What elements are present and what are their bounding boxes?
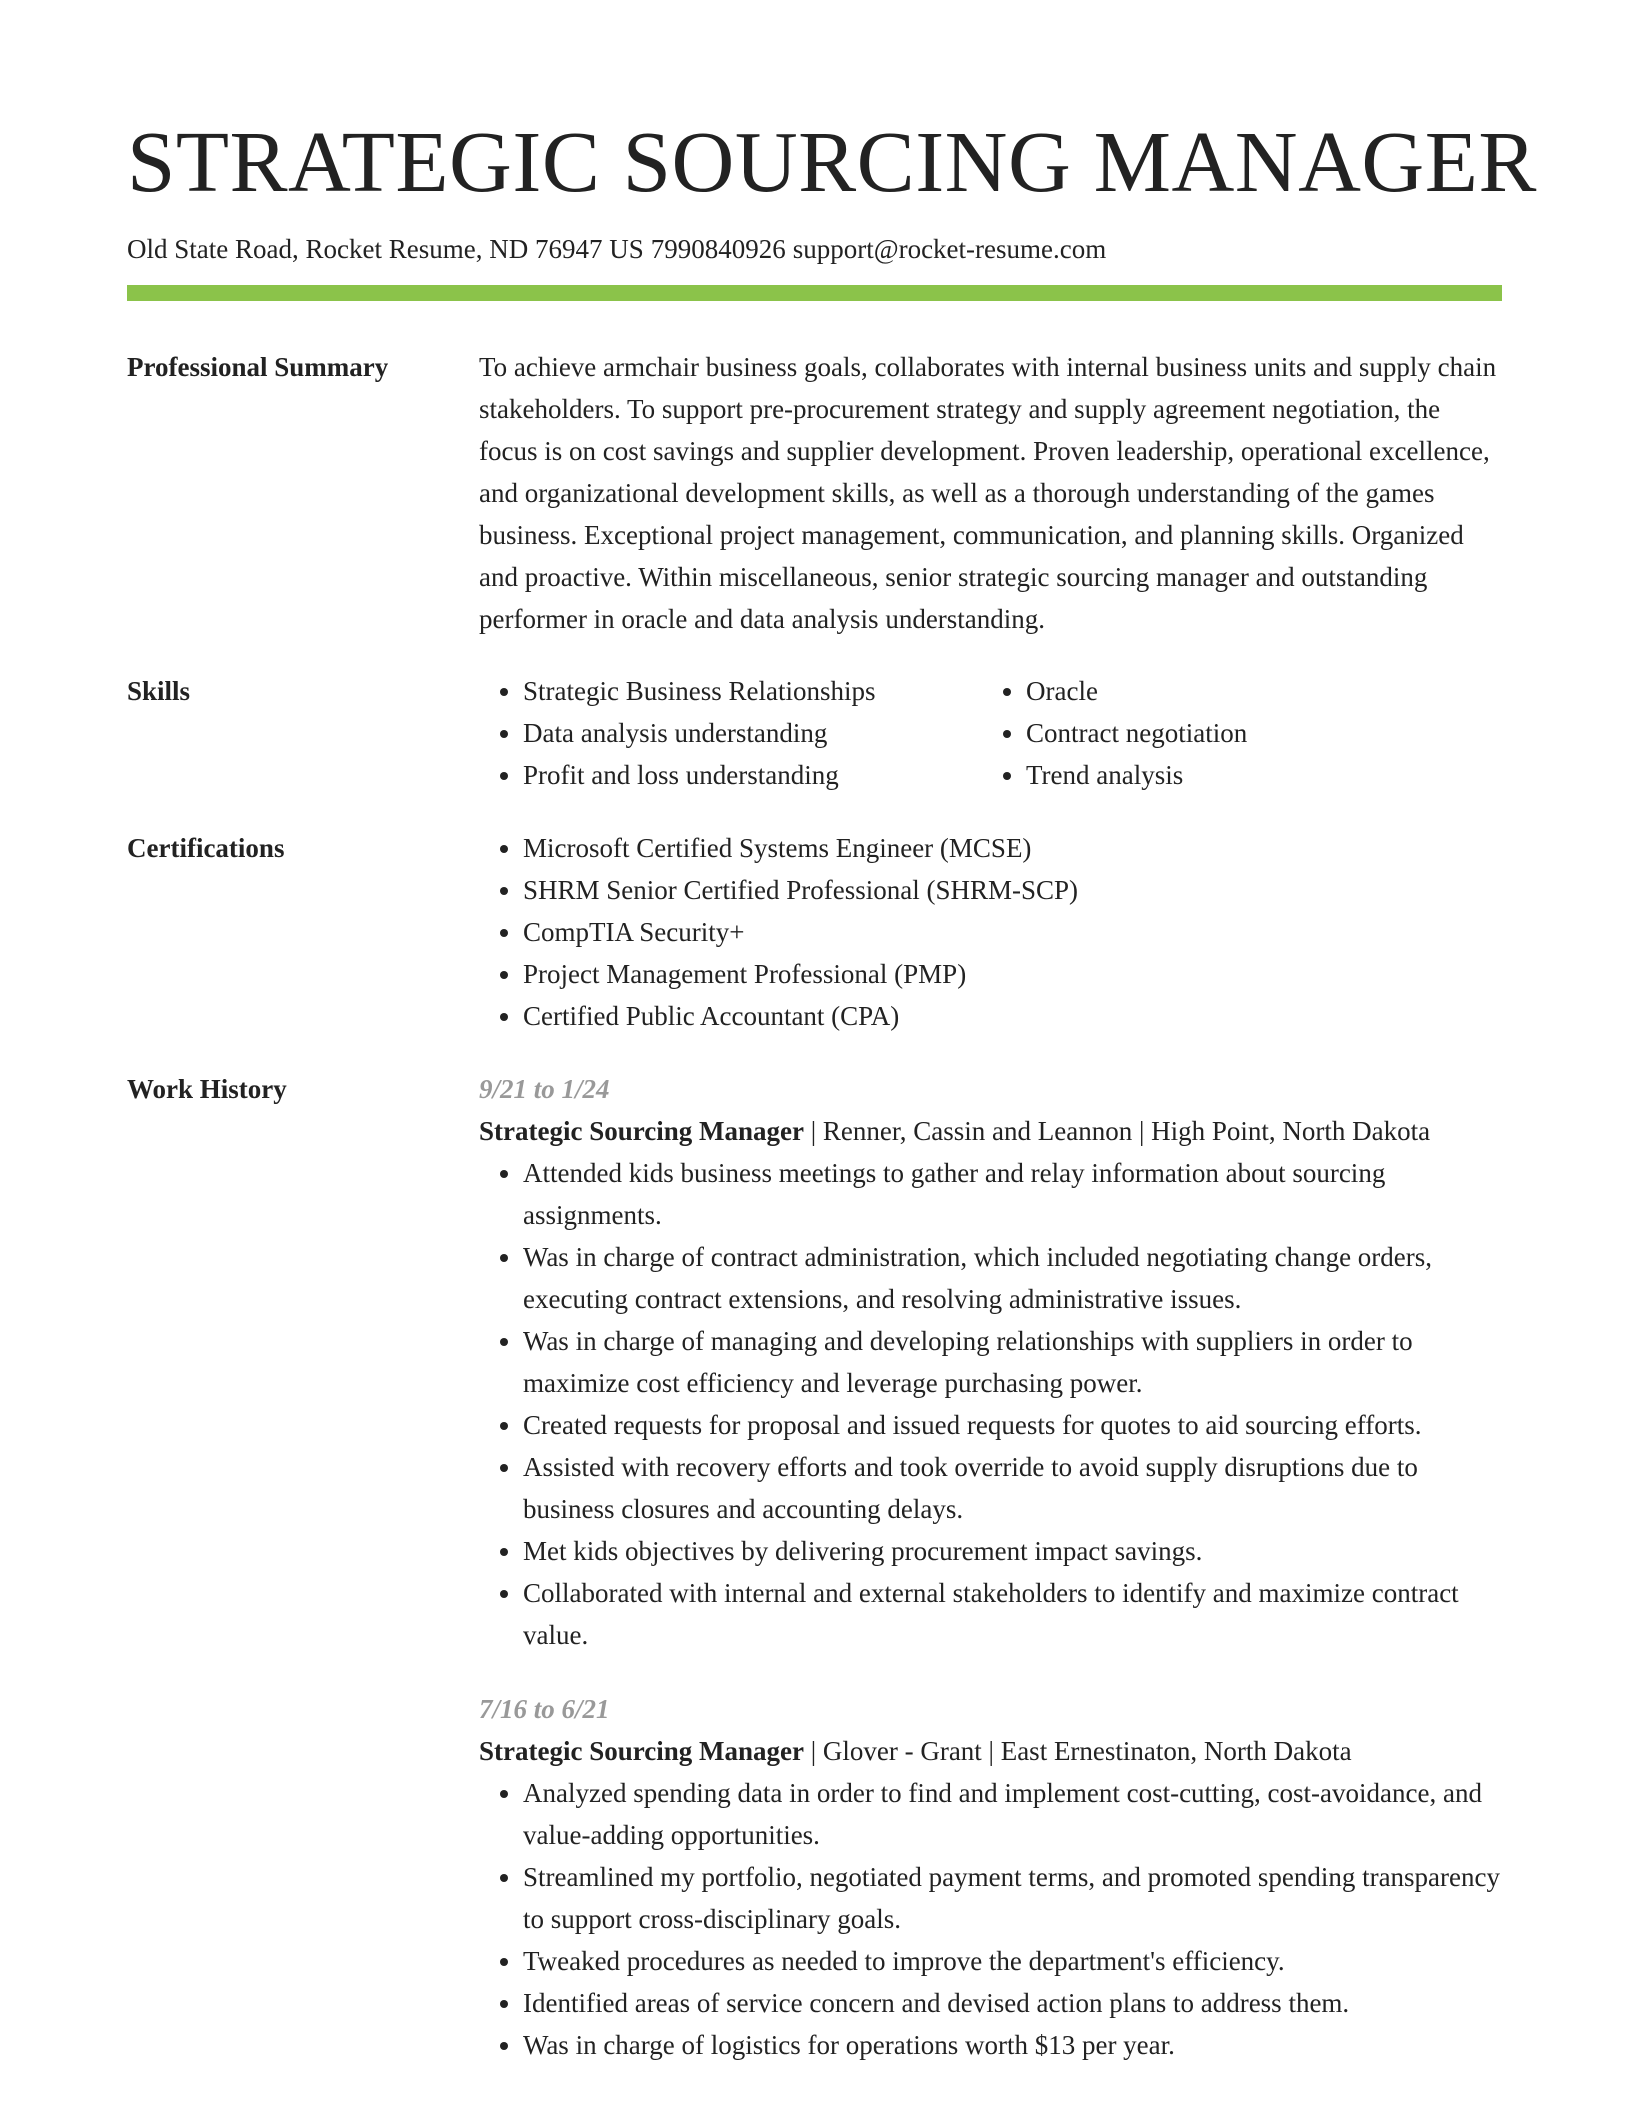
contact-phone: 7990840926 xyxy=(650,234,786,264)
job-bullet: • Was in charge of logistics for operations worth $13 per year. xyxy=(523,2024,1502,2066)
job-company-location: | Glover - Grant | East Ernestinaton, North Dakota xyxy=(803,1736,1352,1766)
skill-item: • Data analysis understanding xyxy=(523,712,982,754)
skills-title: Skills xyxy=(127,676,191,706)
job-bullet: • Assisted with recovery efforts and took override to avoid supply disruptions due to business closures and accounting delays. xyxy=(523,1446,1502,1530)
job-bullet: • Was in charge of managing and developing relationships with suppliers in order to maximize cost efficiency and leverage purchasing power. xyxy=(523,1320,1502,1404)
work-history-title: Work History xyxy=(127,1074,287,1104)
job-bullet: • Analyzed spending data in order to find and implement cost-cutting, cost-avoidance, and value-adding opportunities. xyxy=(523,1772,1502,1856)
resume-name-heading: STRATEGIC SOURCING MANAGER xyxy=(127,113,1537,210)
skills-list-left xyxy=(479,670,982,796)
job-bullet: • Tweaked procedures as needed to improve the department's efficiency. xyxy=(523,1940,1502,1982)
summary-body xyxy=(479,346,1502,640)
job-bullet: • Attended kids business meetings to gather and relay information about sourcing assignments. xyxy=(523,1152,1502,1236)
job-bullet: • Streamlined my portfolio, negotiated payment terms, and promoted spending transparency to support cross-disciplinary goals. xyxy=(523,1856,1502,1940)
certification-item: • Microsoft Certified Systems Engineer (MCSE) xyxy=(523,827,1502,869)
job-bullet: • Identified areas of service concern and devised action plans to address them. xyxy=(523,1982,1502,2024)
header-accent-rule xyxy=(127,285,1502,301)
skills-body xyxy=(479,670,1502,796)
work-history-body xyxy=(479,1068,1502,2098)
job-bullet: • Collaborated with internal and external stakeholders to identify and maximize contract value. xyxy=(523,1572,1502,1656)
job-entry xyxy=(479,1068,1502,1656)
certification-item: • Certified Public Accountant (CPA) xyxy=(523,995,1502,1037)
job-bullets xyxy=(479,1152,1502,1656)
skill-item: • Strategic Business Relationships xyxy=(523,670,982,712)
summary-title: Professional Summary xyxy=(127,352,389,382)
summary-text: To achieve armchair business goals, collaborates with internal business units and supply chain stakeholders. To support pre-procurement strategy and supply agreement negotiation, the focus is on cost savings and supplier development. Proven leadership, operational excellence, and organizational development skills, as well as a thorough understanding of the games business. Exceptional project management, communication, and planning skills. Organized and proactive. Within miscellaneous, senior strategic sourcing manager and outstanding performer in oracle and data analysis understanding. xyxy=(479,352,1497,634)
certification-item: • SHRM Senior Certified Professional (SHRM-SCP) xyxy=(523,869,1502,911)
skill-item: • Trend analysis xyxy=(1026,754,1462,796)
job-title-line xyxy=(479,1110,1502,1152)
certifications-title: Certifications xyxy=(127,833,285,863)
job-bullets xyxy=(479,1772,1502,2066)
certification-item: • CompTIA Security+ xyxy=(523,911,1502,953)
contact-info xyxy=(127,232,1106,266)
job-role: Strategic Sourcing Manager xyxy=(479,1736,804,1766)
job-bullet: • Created requests for proposal and issued requests for quotes to aid sourcing efforts. xyxy=(523,1404,1502,1446)
job-dates: 9/21 to 1/24 xyxy=(479,1074,610,1104)
job-role: Strategic Sourcing Manager xyxy=(479,1116,804,1146)
skills-list-right xyxy=(982,670,1462,796)
certifications-list xyxy=(479,827,1502,1037)
job-company-location: | Renner, Cassin and Leannon | High Point, North Dakota xyxy=(803,1116,1431,1146)
job-bullet: • Was in charge of contract administration, which included negotiating change orders, executing contract extensions, and resolving administrative issues. xyxy=(523,1236,1502,1320)
job-dates: 7/16 to 6/21 xyxy=(479,1694,610,1724)
contact-email[interactable]: support@rocket-resume.com xyxy=(792,234,1107,264)
certification-item: • Project Management Professional (PMP) xyxy=(523,953,1502,995)
skill-item: • Profit and loss understanding xyxy=(523,754,982,796)
skill-item: • Contract negotiation xyxy=(1026,712,1462,754)
job-bullet: • Met kids objectives by delivering procurement impact savings. xyxy=(523,1530,1502,1572)
certifications-body xyxy=(479,827,1502,1037)
skill-item: • Oracle xyxy=(1026,670,1462,712)
job-title-line xyxy=(479,1730,1502,1772)
job-entry xyxy=(479,1688,1502,2066)
contact-address: Old State Road, Rocket Resume, ND 76947 US xyxy=(127,234,644,264)
